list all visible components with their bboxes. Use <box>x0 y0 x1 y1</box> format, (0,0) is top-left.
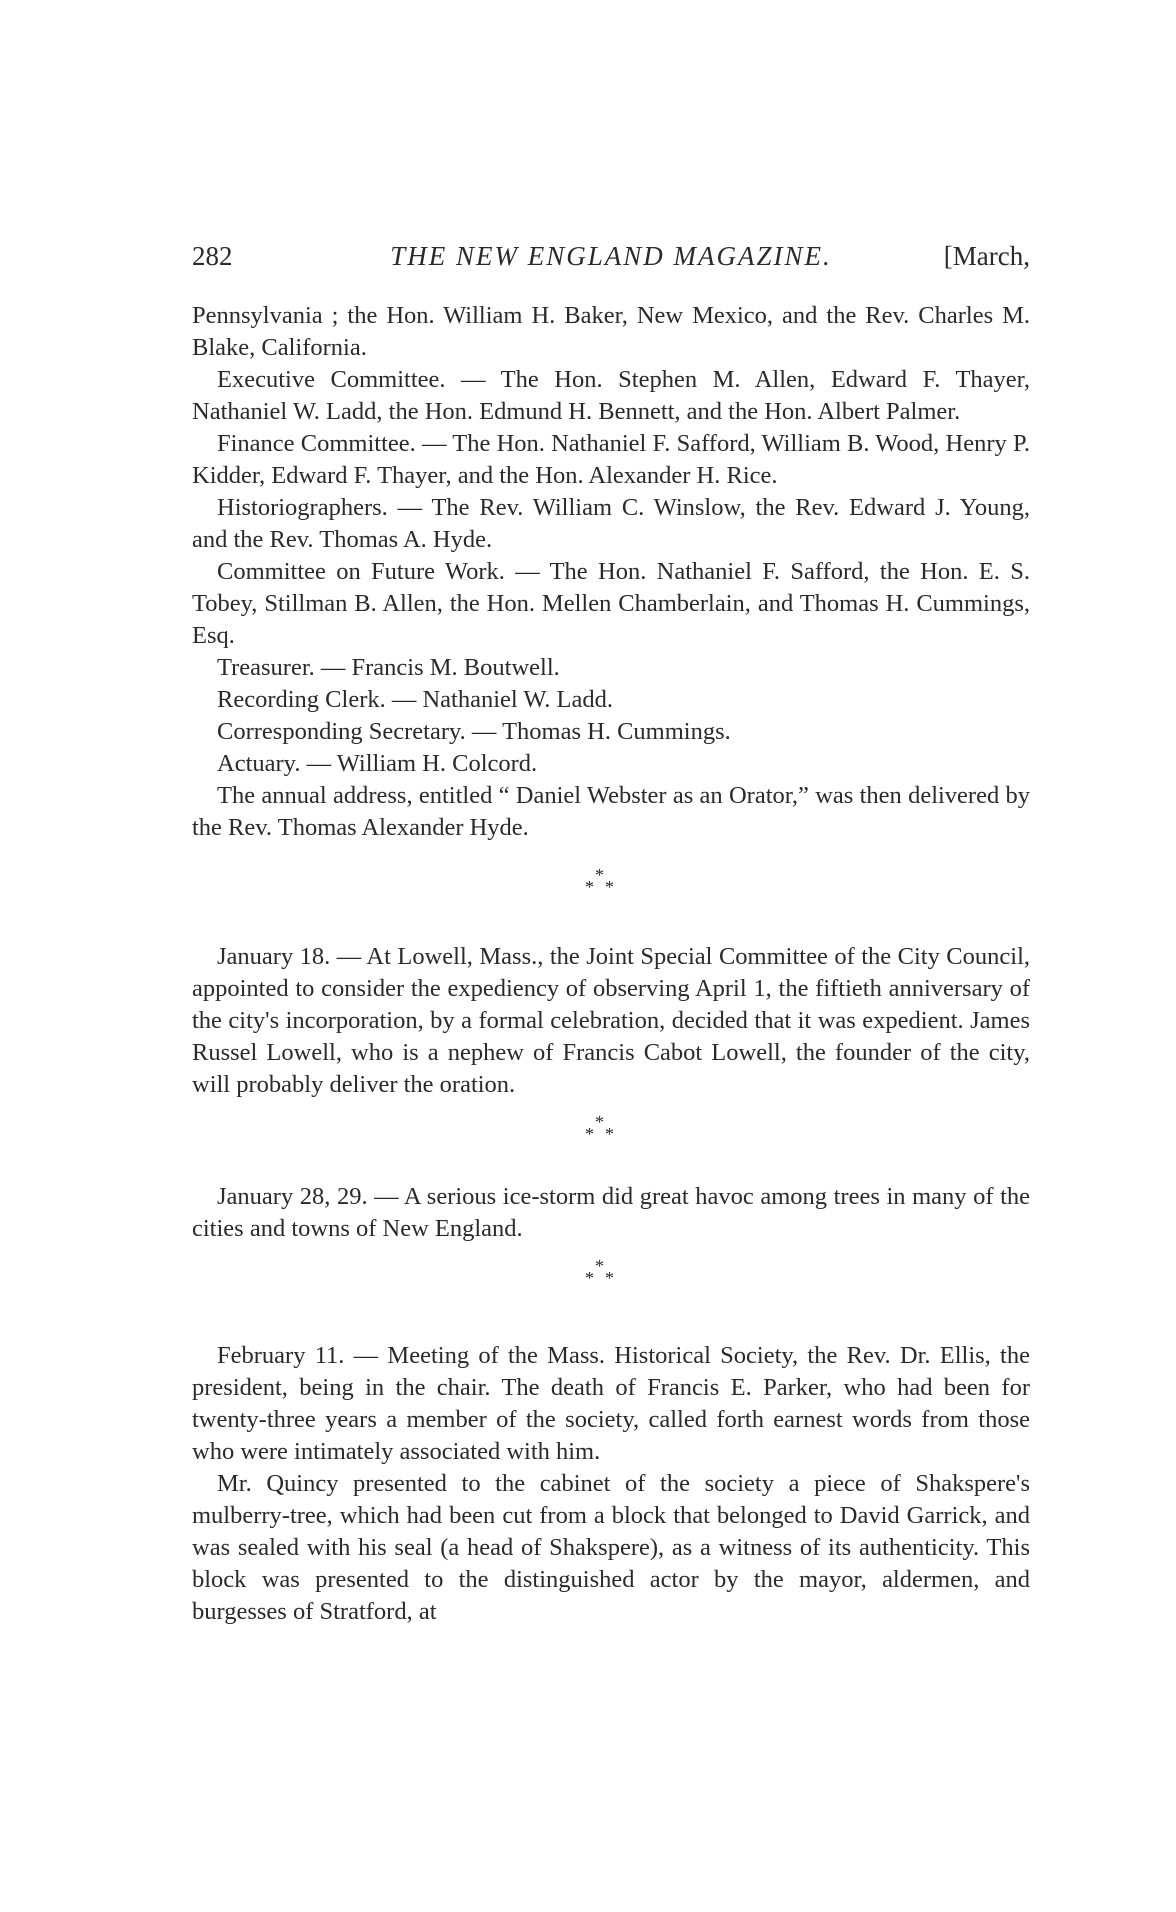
paragraph-treasurer: Treasurer. — Francis M. Boutwell. <box>217 654 560 681</box>
paragraph-historiographers: Historiographers. — The Rev. William C. Winslow, the Rev. Edward J. Young, and the Rev. Thomas A. Hyde. <box>192 494 1030 553</box>
section-separator <box>192 844 1030 941</box>
asterism-star: * <box>585 1268 594 1288</box>
paragraph-committee-future-work: Committee on Future Work. — The Hon. Nathaniel F. Safford, the Hon. E. S. Tobey, Stillman B. Allen, the Hon. Mellen Chamberlain, and Thomas H. Cummings, Esq. <box>192 558 1030 649</box>
paragraph-continued-officers: Pennsylvania ; the Hon. William H. Baker, New Mexico, and the Rev. Charles M. Blake, California. <box>192 302 1030 361</box>
asterism-star: * <box>585 1124 594 1144</box>
section-separator <box>192 1101 1030 1181</box>
section-separator <box>192 1245 1030 1340</box>
asterism-star: * <box>585 877 594 897</box>
paragraph-executive-committee: Executive Committee. — The Hon. Stephen M. Allen, Edward F. Thayer, Nathaniel W. Ladd, the Hon. Edmund H. Bennett, and the Hon. Albert Palmer. <box>192 366 1030 425</box>
running-title: THE NEW ENGLAND MAGAZINE. <box>390 241 832 271</box>
paragraph-february-11: February 11. — Meeting of the Mass. Historical Society, the Rev. Dr. Ellis, the president, being in the chair. The death of Francis E. Parker, who had been for twenty-three years a member of the society, called forth earnest words from those who were intimately associated with him. <box>192 1342 1030 1465</box>
asterism-star: * <box>605 1268 614 1288</box>
paragraph-recording-clerk: Recording Clerk. — Nathaniel W. Ladd. <box>217 686 613 713</box>
paragraph-actuary: Actuary. — William H. Colcord. <box>217 750 538 777</box>
asterism-star: * <box>595 865 604 885</box>
article-body <box>192 300 1030 1628</box>
page-number: 282 <box>192 241 233 271</box>
asterism-star: * <box>605 877 614 897</box>
asterism-star: * <box>595 1112 604 1132</box>
paragraph-corresponding-secretary: Corresponding Secretary. — Thomas H. Cummings. <box>217 718 731 745</box>
header-date: [March, <box>943 241 1030 271</box>
paragraph-january-18: January 18. — At Lowell, Mass., the Joint Special Committee of the City Council, appointed to consider the expediency of observing April 1, the fiftieth anniversary of the city's incorporation, by a formal celebration, decided that it was expedient. James Russel Lowell, who is a nephew of Francis Cabot Lowell, the founder of the city, will probably deliver the oration. <box>192 943 1030 1098</box>
asterism-star: * <box>605 1124 614 1144</box>
asterism-star: * <box>595 1256 604 1276</box>
paragraph-shakspere-mulberry: Mr. Quincy presented to the cabinet of the society a piece of Shakspere's mulberry-tree, which had been cut from a block that belonged to David Garrick, and was sealed with his seal (a head of Shakspere), as a witness of its authenticity. This block was presented to the distinguished actor by the mayor, aldermen, and burgesses of Stratford, at <box>192 1470 1030 1625</box>
paragraph-january-28-29: January 28, 29. — A serious ice-storm did great havoc among trees in many of the cities and towns of New England. <box>192 1183 1030 1242</box>
page-header <box>192 236 1030 276</box>
paragraph-annual-address: The annual address, entitled “ Daniel Webster as an Orator,” was then delivered by the Rev. Thomas Alexander Hyde. <box>192 782 1030 841</box>
paragraph-finance-committee: Finance Committee. — The Hon. Nathaniel F. Safford, William B. Wood, Henry P. Kidder, Edward F. Thayer, and the Hon. Alexander H. Rice. <box>192 430 1030 489</box>
